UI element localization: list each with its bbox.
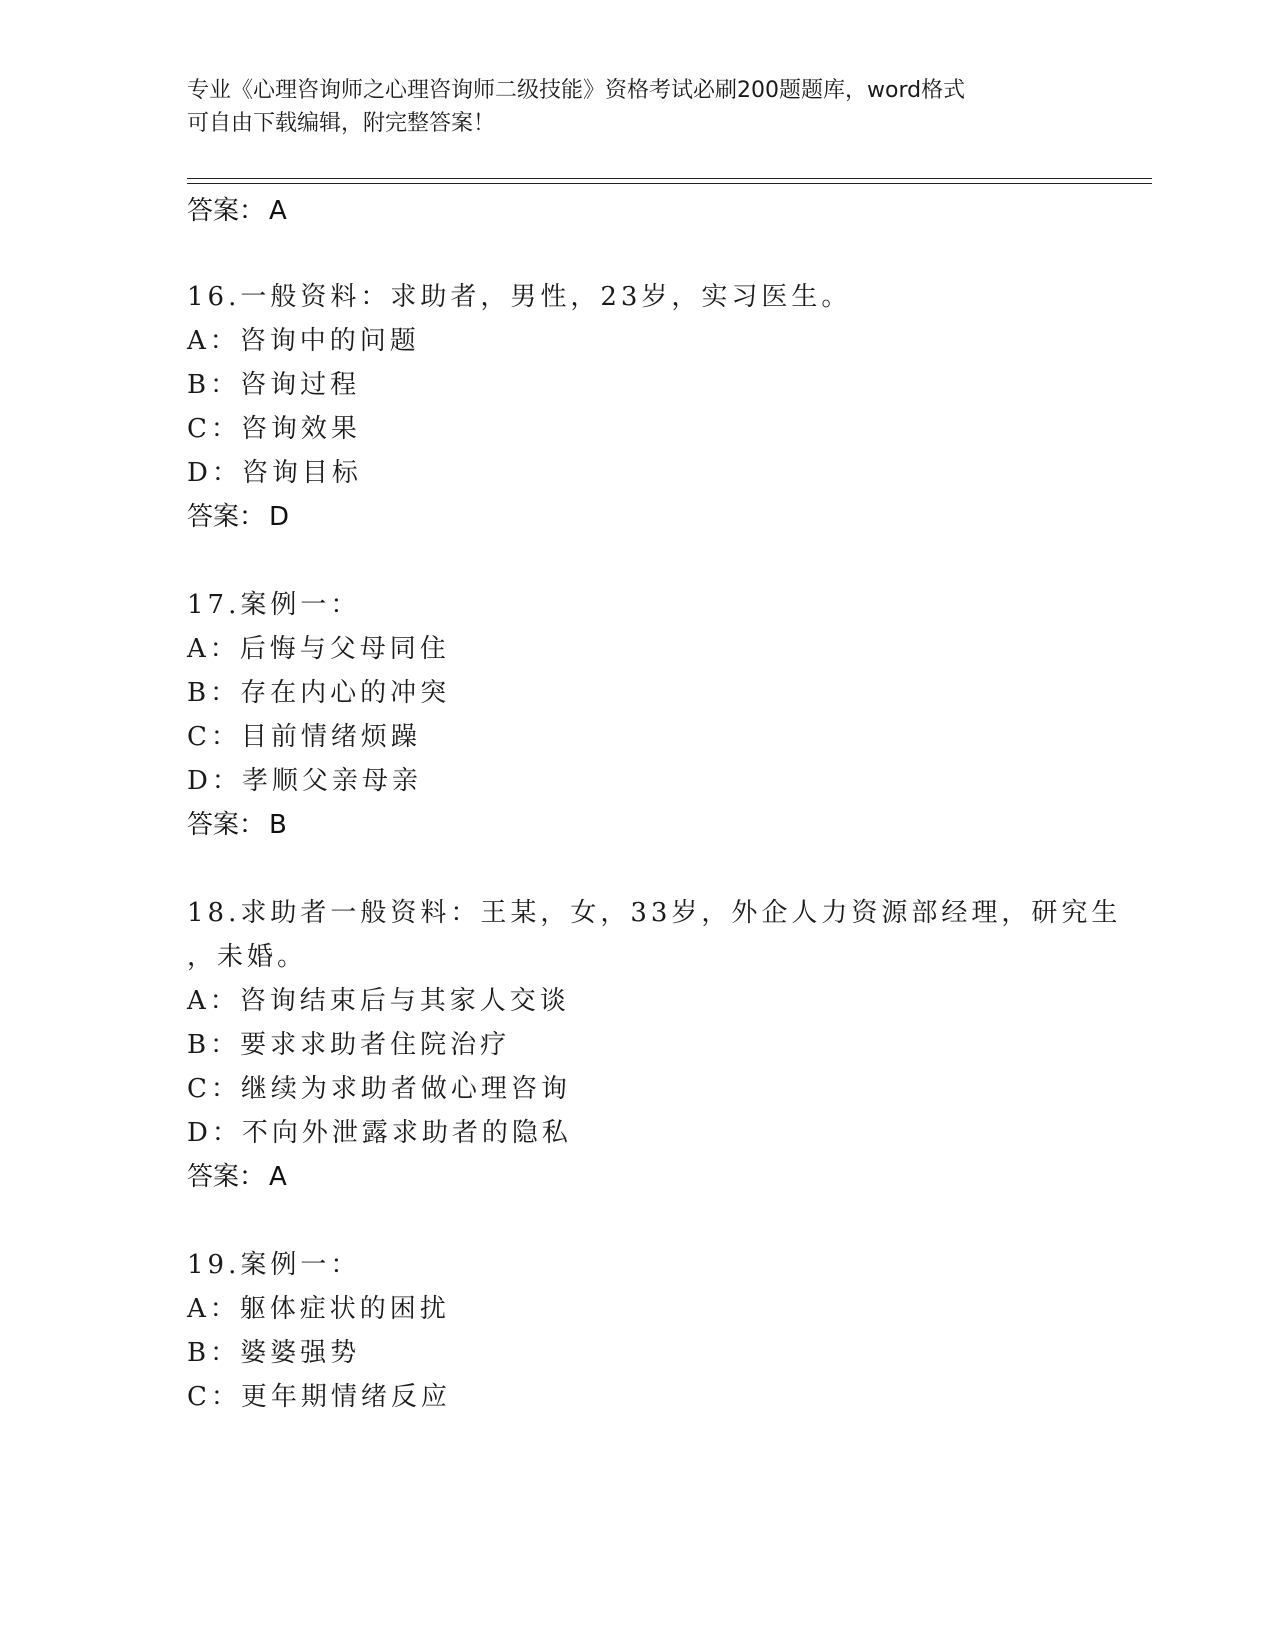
header-line-2: 可自由下载编辑，附完整答案！ [187, 111, 496, 136]
question-stem: 17.案例一： [187, 590, 361, 620]
option-a: A：躯体症状的困扰 [187, 1294, 450, 1324]
option-a: A：咨询结束后与其家人交谈 [187, 986, 570, 1016]
question-stem-continuation: ，未婚。 [187, 942, 308, 972]
option-d: D：孝顺父亲母亲 [187, 766, 422, 796]
option-b: B：要求求助者住院治疗 [187, 1030, 511, 1060]
header-divider [187, 178, 1152, 179]
question-stem: 19.案例一： [187, 1250, 361, 1280]
question-stem: 16.一般资料：求助者，男性，23岁，实习医生。 [187, 282, 852, 312]
option-a: A：咨询中的问题 [187, 326, 420, 356]
answer-value: B [269, 810, 287, 840]
option-c: C：更年期情绪反应 [187, 1382, 451, 1412]
option-a: A：后悔与父母同住 [187, 634, 450, 664]
answer-label: 答案： [187, 502, 266, 532]
header-line-1: 专业《心理咨询师之心理咨询师二级技能》资格考试必刷200题题库，word格式 [187, 78, 966, 103]
option-d: D：咨询目标 [187, 458, 362, 488]
option-d: D：不向外泄露求助者的隐私 [187, 1118, 572, 1148]
option-b: B：婆婆强势 [187, 1338, 361, 1368]
answer-line [187, 1156, 287, 1193]
option-c: C：咨询效果 [187, 414, 361, 444]
answer-line [187, 190, 287, 227]
question-stem: 18.求助者一般资料：王某，女，33岁，外企人力资源部经理，研究生 [187, 898, 1122, 928]
answer-value: A [269, 1162, 287, 1192]
answer-label: 答案： [187, 1162, 266, 1192]
option-c: C：继续为求助者做心理咨询 [187, 1074, 571, 1104]
answer-value: A [269, 196, 287, 226]
answer-label: 答案： [187, 810, 266, 840]
option-b: B：咨询过程 [187, 370, 361, 400]
answer-line [187, 496, 289, 533]
header-divider-thin [187, 183, 1152, 184]
answer-value: D [269, 502, 290, 532]
answer-line [187, 804, 287, 841]
option-c: C：目前情绪烦躁 [187, 722, 421, 752]
page-header [187, 74, 1087, 140]
answer-label: 答案： [187, 196, 266, 226]
option-b: B：存在内心的冲突 [187, 678, 451, 708]
